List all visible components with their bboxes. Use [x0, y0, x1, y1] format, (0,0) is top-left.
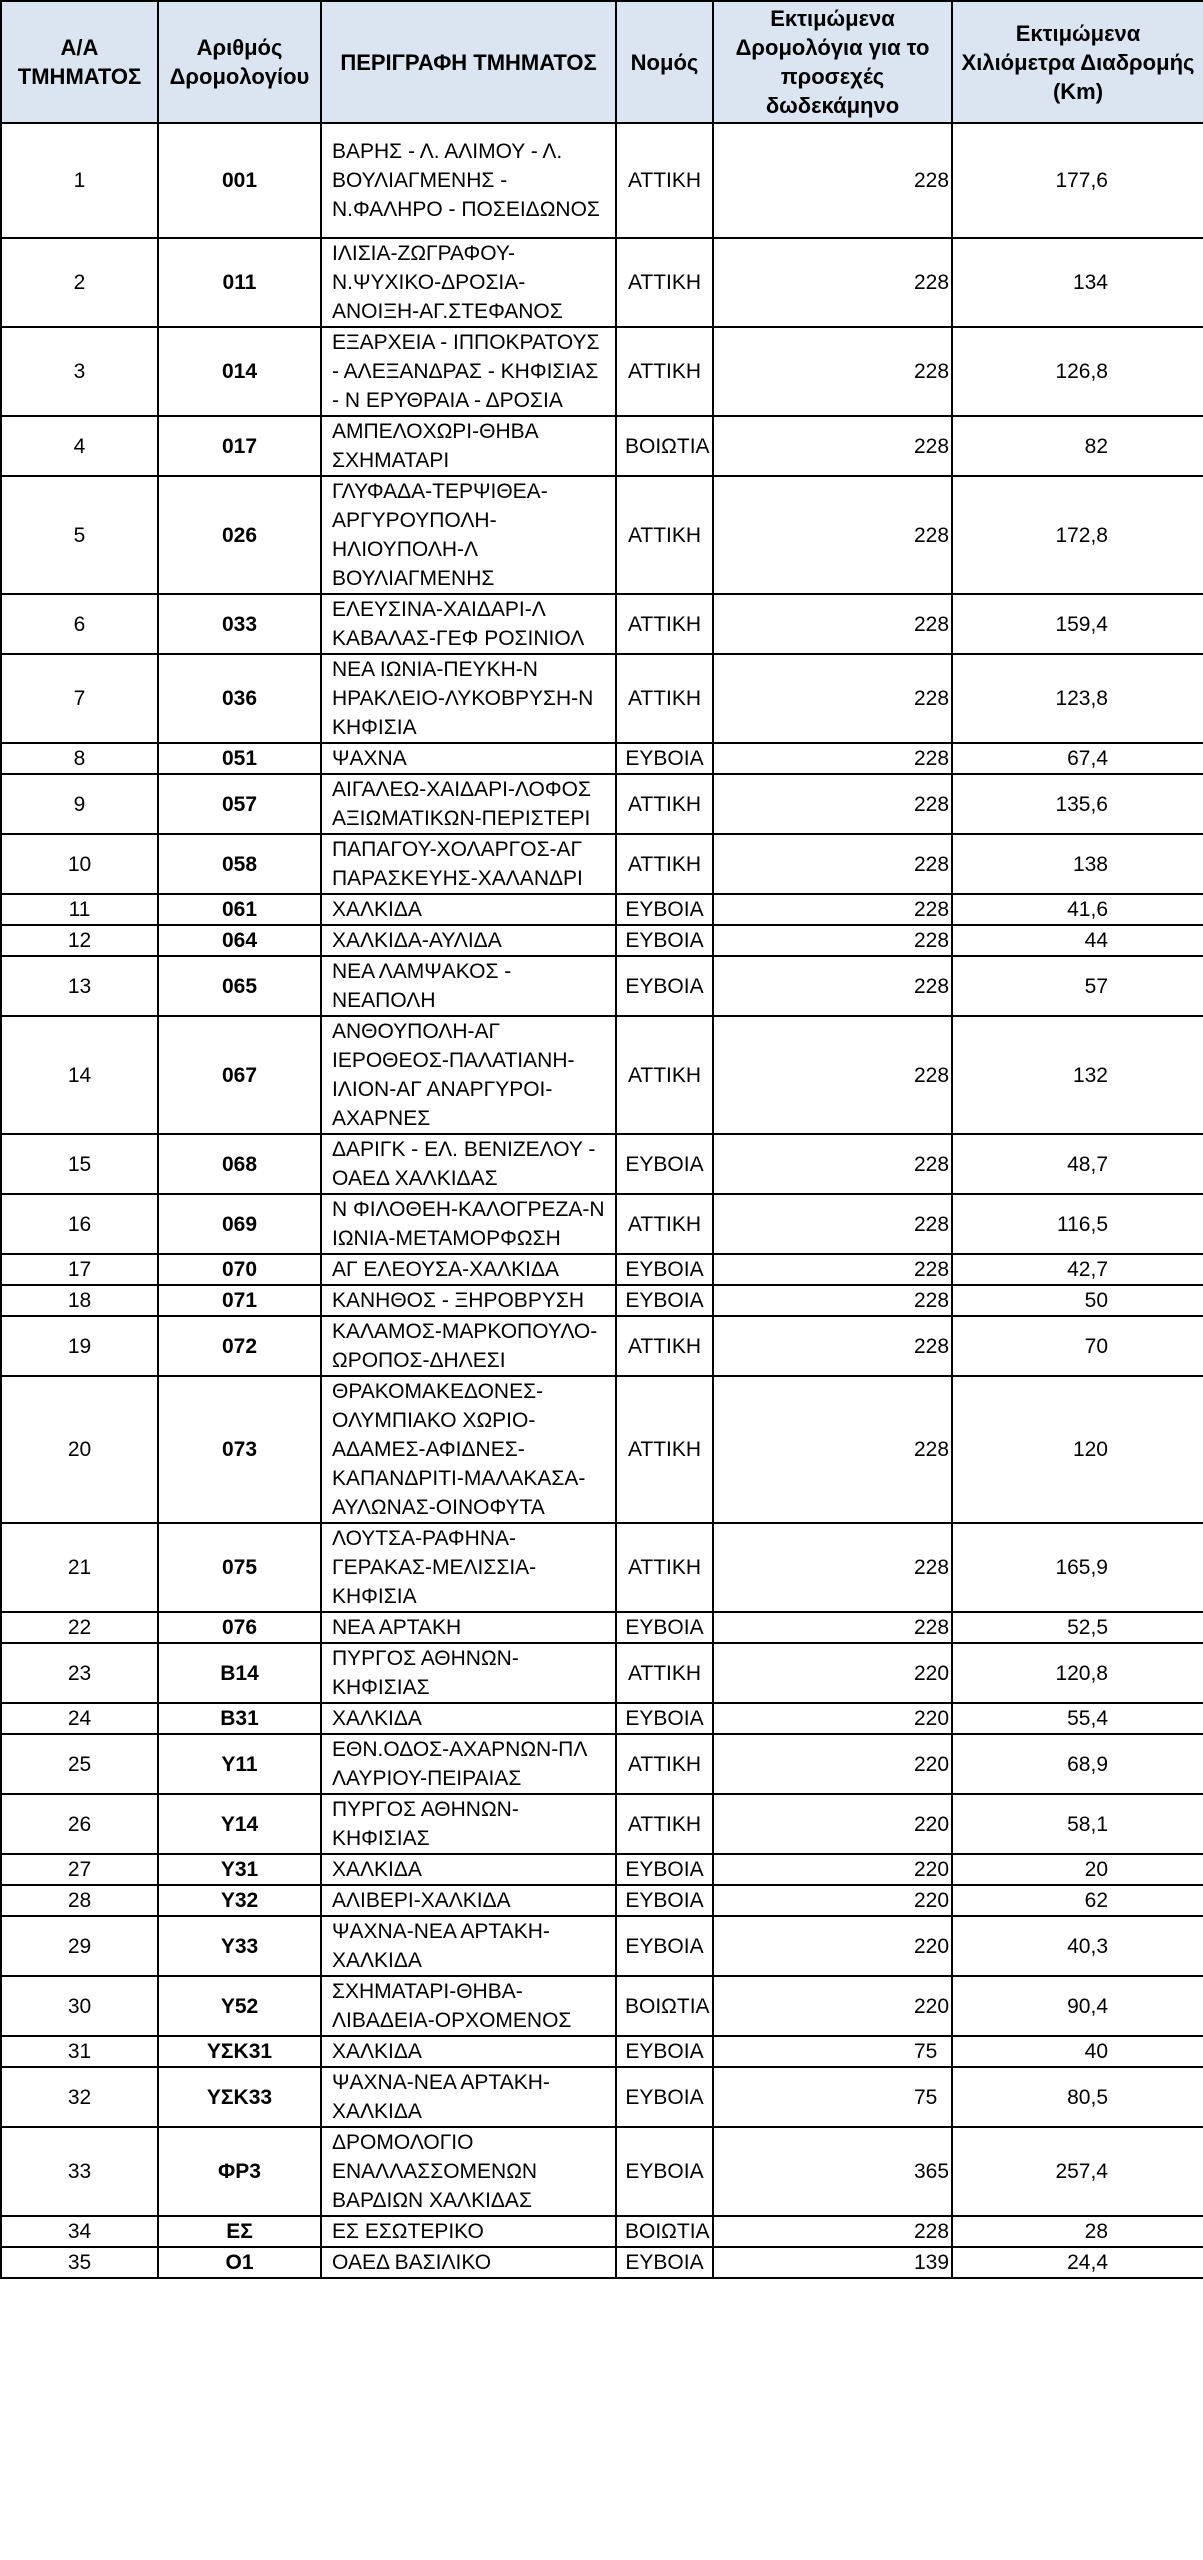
cell-estimated-km: 67,4 — [952, 743, 1203, 774]
cell-route-number: ΥΣΚ31 — [158, 2036, 321, 2067]
cell-description: ΚΑΝΗΘΟΣ - ΞΗΡΟΒΡΥΣΗ — [321, 1285, 616, 1316]
cell-estimated-routes: 228 — [713, 743, 952, 774]
cell-description: ΣΧΗΜΑΤΑΡΙ-ΘΗΒΑ-ΛΙΒΑΔΕΙΑ-ΟΡΧΟΜΕΝΟΣ — [321, 1976, 616, 2036]
cell-aa: 20 — [1, 1376, 158, 1523]
cell-estimated-routes: 228 — [713, 416, 952, 476]
header-description: ΠΕΡΙΓΡΑΦΗ ΤΜΗΜΑΤΟΣ — [321, 1, 616, 123]
cell-aa: 10 — [1, 834, 158, 894]
cell-aa: 23 — [1, 1643, 158, 1703]
table-row — [1, 1316, 1203, 1376]
cell-description: ΠΑΠΑΓΟΥ-ΧΟΛΑΡΓΟΣ-ΑΓ ΠΑΡΑΣΚΕΥΗΣ-ΧΑΛΑΝΔΡΙ — [321, 834, 616, 894]
table-row — [1, 894, 1203, 925]
cell-prefecture: ΑΤΤΙΚΗ — [616, 327, 713, 416]
cell-route-number: 075 — [158, 1523, 321, 1612]
cell-description: ΠΥΡΓΟΣ ΑΘΗΝΩΝ-ΚΗΦΙΣΙΑΣ — [321, 1794, 616, 1854]
cell-route-number: 069 — [158, 1194, 321, 1254]
cell-prefecture: ΕΥΒΟΙΑ — [616, 743, 713, 774]
table-row — [1, 956, 1203, 1016]
cell-description: ΕΣ ΕΣΩΤΕΡΙΚΟ — [321, 2216, 616, 2247]
cell-estimated-routes: 220 — [713, 1734, 952, 1794]
cell-description: ΕΛΕΥΣΙΝΑ-ΧΑΙΔΑΡΙ-Λ ΚΑΒΑΛΑΣ-ΓΕΦ ΡΟΣΙΝΙΟΛ — [321, 594, 616, 654]
cell-estimated-routes: 228 — [713, 1285, 952, 1316]
cell-prefecture: ΕΥΒΟΙΑ — [616, 1254, 713, 1285]
cell-prefecture: ΑΤΤΙΚΗ — [616, 654, 713, 743]
cell-route-number: Υ33 — [158, 1916, 321, 1976]
table-row — [1, 1285, 1203, 1316]
cell-route-number: 033 — [158, 594, 321, 654]
cell-description: ΚΑΛΑΜΟΣ-ΜΑΡΚΟΠΟΥΛΟ-ΩΡΟΠΟΣ-ΔΗΛΕΣΙ — [321, 1316, 616, 1376]
cell-estimated-km: 48,7 — [952, 1134, 1203, 1194]
table-row — [1, 925, 1203, 956]
cell-estimated-routes: 228 — [713, 834, 952, 894]
cell-estimated-routes: 228 — [713, 2216, 952, 2247]
cell-estimated-routes: 228 — [713, 925, 952, 956]
cell-route-number: 061 — [158, 894, 321, 925]
table-row — [1, 2067, 1203, 2127]
cell-prefecture: ΑΤΤΙΚΗ — [616, 1523, 713, 1612]
cell-aa: 8 — [1, 743, 158, 774]
cell-description: ΑΜΠΕΛΟΧΩΡΙ-ΘΗΒΑ ΣΧΗΜΑΤΑΡΙ — [321, 416, 616, 476]
cell-estimated-routes: 139 — [713, 2247, 952, 2278]
cell-route-number: 001 — [158, 123, 321, 238]
cell-prefecture: ΑΤΤΙΚΗ — [616, 1194, 713, 1254]
table-row — [1, 2216, 1203, 2247]
cell-estimated-km: 57 — [952, 956, 1203, 1016]
cell-estimated-km: 123,8 — [952, 654, 1203, 743]
cell-description: ΒΑΡΗΣ - Λ. ΑΛΙΜΟΥ - Λ. ΒΟΥΛΙΑΓΜΕΝΗΣ - Ν.ΦΑΛΗΡΟ - ΠΟΣΕΙΔΩΝΟΣ — [321, 123, 616, 238]
cell-prefecture: ΑΤΤΙΚΗ — [616, 476, 713, 594]
header-route-number: Αριθμός Δρομολογίου — [158, 1, 321, 123]
table-row — [1, 1254, 1203, 1285]
cell-route-number: ΕΣ — [158, 2216, 321, 2247]
cell-route-number: 073 — [158, 1376, 321, 1523]
cell-estimated-km: 40 — [952, 2036, 1203, 2067]
table-row — [1, 834, 1203, 894]
cell-description: ΧΑΛΚΙΔΑ — [321, 2036, 616, 2067]
cell-estimated-km: 257,4 — [952, 2127, 1203, 2216]
cell-prefecture: ΒΟΙΩΤΙΑ — [616, 416, 713, 476]
cell-aa: 26 — [1, 1794, 158, 1854]
cell-aa: 17 — [1, 1254, 158, 1285]
table-row — [1, 1643, 1203, 1703]
cell-aa: 13 — [1, 956, 158, 1016]
cell-aa: 34 — [1, 2216, 158, 2247]
cell-aa: 27 — [1, 1854, 158, 1885]
cell-prefecture: ΕΥΒΟΙΑ — [616, 925, 713, 956]
cell-route-number: ΥΣΚ33 — [158, 2067, 321, 2127]
cell-prefecture: ΑΤΤΙΚΗ — [616, 1316, 713, 1376]
cell-prefecture: ΕΥΒΟΙΑ — [616, 2127, 713, 2216]
cell-route-number: Υ32 — [158, 1885, 321, 1916]
cell-estimated-km: 52,5 — [952, 1612, 1203, 1643]
cell-aa: 7 — [1, 654, 158, 743]
cell-aa: 11 — [1, 894, 158, 925]
cell-estimated-km: 44 — [952, 925, 1203, 956]
cell-route-number: Υ31 — [158, 1854, 321, 1885]
cell-prefecture: ΕΥΒΟΙΑ — [616, 1854, 713, 1885]
cell-estimated-routes: 75 — [713, 2067, 952, 2127]
cell-prefecture: ΑΤΤΙΚΗ — [616, 1734, 713, 1794]
table-row — [1, 238, 1203, 327]
cell-description: ΟΑΕΔ ΒΑΣΙΛΙΚΟ — [321, 2247, 616, 2278]
cell-description: ΧΑΛΚΙΔΑ — [321, 1854, 616, 1885]
cell-aa: 31 — [1, 2036, 158, 2067]
cell-description: ΨΑΧΝΑ-ΝΕΑ ΑΡΤΑΚΗ-ΧΑΛΚΙΔΑ — [321, 1916, 616, 1976]
cell-estimated-km: 55,4 — [952, 1703, 1203, 1734]
cell-description: ΙΛΙΣΙΑ-ΖΩΓΡΑΦΟΥ-Ν.ΨΥΧΙΚΟ-ΔΡΟΣΙΑ-ΑΝΟΙΞΗ-ΑΓ.ΣΤΕΦΑΝΟΣ — [321, 238, 616, 327]
cell-estimated-km: 126,8 — [952, 327, 1203, 416]
cell-route-number: ΦΡ3 — [158, 2127, 321, 2216]
cell-estimated-routes: 228 — [713, 956, 952, 1016]
table-row — [1, 1885, 1203, 1916]
cell-prefecture: ΑΤΤΙΚΗ — [616, 594, 713, 654]
cell-aa: 18 — [1, 1285, 158, 1316]
cell-description: ΔΑΡΙΓΚ - ΕΛ. ΒΕΝΙΖΕΛΟΥ - ΟΑΕΔ ΧΑΛΚΙΔΑΣ — [321, 1134, 616, 1194]
cell-description: ΨΑΧΝΑ — [321, 743, 616, 774]
cell-aa: 25 — [1, 1734, 158, 1794]
cell-aa: 33 — [1, 2127, 158, 2216]
cell-route-number: 065 — [158, 956, 321, 1016]
cell-aa: 5 — [1, 476, 158, 594]
cell-route-number: 076 — [158, 1612, 321, 1643]
cell-estimated-routes: 228 — [713, 654, 952, 743]
header-aa: Α/Α ΤΜΗΜΑΤΟΣ — [1, 1, 158, 123]
cell-prefecture: ΑΤΤΙΚΗ — [616, 1794, 713, 1854]
header-prefecture: Νομός — [616, 1, 713, 123]
cell-description: ΑΛΙΒΕΡΙ-ΧΑΛΚΙΔΑ — [321, 1885, 616, 1916]
table-row — [1, 1194, 1203, 1254]
cell-description: ΝΕΑ ΛΑΜΨΑΚΟΣ - ΝΕΑΠΟΛΗ — [321, 956, 616, 1016]
cell-estimated-routes: 220 — [713, 1916, 952, 1976]
cell-estimated-routes: 220 — [713, 1794, 952, 1854]
cell-estimated-km: 62 — [952, 1885, 1203, 1916]
cell-prefecture: ΕΥΒΟΙΑ — [616, 2247, 713, 2278]
cell-estimated-km: 41,6 — [952, 894, 1203, 925]
cell-aa: 21 — [1, 1523, 158, 1612]
table-row — [1, 1854, 1203, 1885]
cell-estimated-routes: 220 — [713, 1885, 952, 1916]
table-row — [1, 1016, 1203, 1134]
cell-estimated-routes: 220 — [713, 1703, 952, 1734]
cell-aa: 6 — [1, 594, 158, 654]
cell-estimated-km: 172,8 — [952, 476, 1203, 594]
cell-estimated-routes: 228 — [713, 594, 952, 654]
cell-prefecture: ΕΥΒΟΙΑ — [616, 1134, 713, 1194]
cell-estimated-km: 58,1 — [952, 1794, 1203, 1854]
cell-description: ΧΑΛΚΙΔΑ — [321, 1703, 616, 1734]
cell-estimated-routes: 228 — [713, 1254, 952, 1285]
cell-estimated-routes: 228 — [713, 1612, 952, 1643]
cell-prefecture: ΑΤΤΙΚΗ — [616, 1643, 713, 1703]
cell-route-number: 026 — [158, 476, 321, 594]
table-row — [1, 327, 1203, 416]
table-row — [1, 416, 1203, 476]
cell-estimated-routes: 220 — [713, 1976, 952, 2036]
cell-aa: 24 — [1, 1703, 158, 1734]
cell-estimated-km: 68,9 — [952, 1734, 1203, 1794]
cell-estimated-routes: 228 — [713, 774, 952, 834]
cell-aa: 35 — [1, 2247, 158, 2278]
cell-aa: 29 — [1, 1916, 158, 1976]
cell-estimated-km: 138 — [952, 834, 1203, 894]
cell-route-number: Ο1 — [158, 2247, 321, 2278]
cell-estimated-routes: 228 — [713, 327, 952, 416]
cell-prefecture: ΕΥΒΟΙΑ — [616, 2067, 713, 2127]
cell-route-number: 068 — [158, 1134, 321, 1194]
cell-estimated-km: 50 — [952, 1285, 1203, 1316]
table-row — [1, 1976, 1203, 2036]
cell-route-number: 072 — [158, 1316, 321, 1376]
cell-route-number: Β14 — [158, 1643, 321, 1703]
cell-prefecture: ΕΥΒΟΙΑ — [616, 1885, 713, 1916]
cell-estimated-km: 177,6 — [952, 123, 1203, 238]
table-header-row — [1, 1, 1203, 123]
cell-description: ΓΛΥΦΑΔΑ-ΤΕΡΨΙΘΕΑ-ΑΡΓΥΡΟΥΠΟΛΗ-ΗΛΙΟΥΠΟΛΗ-Λ ΒΟΥΛΙΑΓΜΕΝΗΣ — [321, 476, 616, 594]
cell-route-number: 011 — [158, 238, 321, 327]
cell-description: ΨΑΧΝΑ-ΝΕΑ ΑΡΤΑΚΗ-ΧΑΛΚΙΔΑ — [321, 2067, 616, 2127]
table-row — [1, 1134, 1203, 1194]
table-row — [1, 1523, 1203, 1612]
cell-aa: 12 — [1, 925, 158, 956]
cell-prefecture: ΒΟΙΩΤΙΑ — [616, 2216, 713, 2247]
cell-estimated-km: 165,9 — [952, 1523, 1203, 1612]
cell-estimated-km: 40,3 — [952, 1916, 1203, 1976]
cell-estimated-km: 159,4 — [952, 594, 1203, 654]
cell-aa: 2 — [1, 238, 158, 327]
table-row — [1, 594, 1203, 654]
cell-route-number: 036 — [158, 654, 321, 743]
cell-description: ΠΥΡΓΟΣ ΑΘΗΝΩΝ-ΚΗΦΙΣΙΑΣ — [321, 1643, 616, 1703]
cell-description: ΑΙΓΑΛΕΩ-ΧΑΙΔΑΡΙ-ΛΟΦΟΣ ΑΞΙΩΜΑΤΙΚΩΝ-ΠΕΡΙΣΤΕΡΙ — [321, 774, 616, 834]
cell-description: ΧΑΛΚΙΔΑ — [321, 894, 616, 925]
cell-estimated-km: 90,4 — [952, 1976, 1203, 2036]
table-row — [1, 654, 1203, 743]
cell-estimated-km: 82 — [952, 416, 1203, 476]
cell-estimated-km: 116,5 — [952, 1194, 1203, 1254]
cell-estimated-km: 28 — [952, 2216, 1203, 2247]
table-row — [1, 2127, 1203, 2216]
cell-route-number: 057 — [158, 774, 321, 834]
cell-description: ΕΞΑΡΧΕΙΑ - ΙΠΠΟΚΡΑΤΟΥΣ - ΑΛΕΞΑΝΔΡΑΣ - ΚΗΦΙΣΙΑΣ - Ν ΕΡΥΘΡΑΙΑ - ΔΡΟΣΙΑ — [321, 327, 616, 416]
cell-aa: 1 — [1, 123, 158, 238]
cell-route-number: 071 — [158, 1285, 321, 1316]
cell-prefecture: ΕΥΒΟΙΑ — [616, 2036, 713, 2067]
cell-estimated-routes: 228 — [713, 1316, 952, 1376]
table-row — [1, 2247, 1203, 2278]
cell-estimated-km: 20 — [952, 1854, 1203, 1885]
table-row — [1, 476, 1203, 594]
cell-aa: 32 — [1, 2067, 158, 2127]
cell-prefecture: ΒΟΙΩΤΙΑ — [616, 1976, 713, 2036]
cell-estimated-km: 120,8 — [952, 1643, 1203, 1703]
table-row — [1, 1612, 1203, 1643]
header-estimated-km: Εκτιμώμενα Χιλιόμετρα Διαδρομής (Km) — [952, 1, 1203, 123]
cell-estimated-km: 80,5 — [952, 2067, 1203, 2127]
cell-aa: 15 — [1, 1134, 158, 1194]
cell-estimated-routes: 228 — [713, 1523, 952, 1612]
table-row — [1, 1703, 1203, 1734]
cell-estimated-km: 24,4 — [952, 2247, 1203, 2278]
cell-estimated-routes: 220 — [713, 1854, 952, 1885]
cell-prefecture: ΑΤΤΙΚΗ — [616, 1016, 713, 1134]
cell-estimated-km: 42,7 — [952, 1254, 1203, 1285]
table-row — [1, 2036, 1203, 2067]
cell-prefecture: ΕΥΒΟΙΑ — [616, 894, 713, 925]
cell-description: ΝΕΑ ΑΡΤΑΚΗ — [321, 1612, 616, 1643]
cell-aa: 19 — [1, 1316, 158, 1376]
cell-aa: 28 — [1, 1885, 158, 1916]
cell-prefecture: ΑΤΤΙΚΗ — [616, 774, 713, 834]
cell-estimated-km: 134 — [952, 238, 1203, 327]
cell-description: ΔΡΟΜΟΛΟΓΙΟ ΕΝΑΛΛΑΣΣΟΜΕΝΩΝ ΒΑΡΔΙΩΝ ΧΑΛΚΙΔΑΣ — [321, 2127, 616, 2216]
cell-aa: 14 — [1, 1016, 158, 1134]
cell-prefecture: ΕΥΒΟΙΑ — [616, 1916, 713, 1976]
cell-estimated-km: 120 — [952, 1376, 1203, 1523]
cell-estimated-routes: 228 — [713, 894, 952, 925]
cell-description: ΛΟΥΤΣΑ-ΡΑΦΗΝΑ-ΓΕΡΑΚΑΣ-ΜΕΛΙΣΣΙΑ-ΚΗΦΙΣΙΑ — [321, 1523, 616, 1612]
cell-aa: 30 — [1, 1976, 158, 2036]
cell-aa: 16 — [1, 1194, 158, 1254]
table-row — [1, 1376, 1203, 1523]
cell-route-number: Β31 — [158, 1703, 321, 1734]
cell-prefecture: ΕΥΒΟΙΑ — [616, 1612, 713, 1643]
cell-estimated-routes: 228 — [713, 1016, 952, 1134]
cell-description: Ν ΦΙΛΟΘΕΗ-ΚΑΛΟΓΡΕΖΑ-Ν ΙΩΝΙΑ-ΜΕΤΑΜΟΡΦΩΣΗ — [321, 1194, 616, 1254]
cell-prefecture: ΑΤΤΙΚΗ — [616, 238, 713, 327]
cell-estimated-routes: 220 — [713, 1643, 952, 1703]
cell-route-number: 017 — [158, 416, 321, 476]
cell-description: ΝΕΑ ΙΩΝΙΑ-ΠΕΥΚΗ-Ν ΗΡΑΚΛΕΙΟ-ΛΥΚΟΒΡΥΣΗ-Ν ΚΗΦΙΣΙΑ — [321, 654, 616, 743]
table-row — [1, 123, 1203, 238]
header-estimated-routes: Εκτιμώμενα Δρομολόγια για το προσεχές δωδεκάμηνο — [713, 1, 952, 123]
cell-prefecture: ΕΥΒΟΙΑ — [616, 1703, 713, 1734]
cell-description: ΕΘΝ.ΟΔΟΣ-ΑΧΑΡΝΩΝ-ΠΛ ΛΑΥΡΙΟΥ-ΠΕΙΡΑΙΑΣ — [321, 1734, 616, 1794]
cell-aa: 3 — [1, 327, 158, 416]
cell-estimated-routes: 228 — [713, 1194, 952, 1254]
cell-description: ΑΝΘΟΥΠΟΛΗ-ΑΓ ΙΕΡΟΘΕΟΣ-ΠΑΛΑΤΙΑΝΗ-ΙΛΙΟΝ-ΑΓ ΑΝΑΡΓΥΡΟΙ-ΑΧΑΡΝΕΣ — [321, 1016, 616, 1134]
cell-aa: 22 — [1, 1612, 158, 1643]
cell-estimated-routes: 228 — [713, 1134, 952, 1194]
cell-estimated-km: 132 — [952, 1016, 1203, 1134]
cell-description: ΘΡΑΚΟΜΑΚΕΔΟΝΕΣ-ΟΛΥΜΠΙΑΚΟ ΧΩΡΙΟ-ΑΔΑΜΕΣ-ΑΦΙΔΝΕΣ-ΚΑΠΑΝΔΡΙΤΙ-ΜΑΛΑΚΑΣΑ-ΑΥΛΩΝΑΣ-ΟΙΝΟΦΥΤΑ — [321, 1376, 616, 1523]
cell-description: ΑΓ ΕΛΕΟΥΣΑ-ΧΑΛΚΙΔΑ — [321, 1254, 616, 1285]
cell-route-number: Υ14 — [158, 1794, 321, 1854]
cell-estimated-routes: 228 — [713, 123, 952, 238]
cell-aa: 9 — [1, 774, 158, 834]
cell-route-number: 014 — [158, 327, 321, 416]
table-row — [1, 1734, 1203, 1794]
cell-estimated-routes: 365 — [713, 2127, 952, 2216]
cell-estimated-routes: 75 — [713, 2036, 952, 2067]
cell-route-number: 064 — [158, 925, 321, 956]
cell-prefecture: ΑΤΤΙΚΗ — [616, 834, 713, 894]
cell-prefecture: ΑΤΤΙΚΗ — [616, 1376, 713, 1523]
cell-estimated-routes: 228 — [713, 1376, 952, 1523]
cell-description: ΧΑΛΚΙΔΑ-ΑΥΛΙΔΑ — [321, 925, 616, 956]
table-row — [1, 1916, 1203, 1976]
cell-route-number: Υ52 — [158, 1976, 321, 2036]
table-row — [1, 743, 1203, 774]
cell-route-number: 058 — [158, 834, 321, 894]
cell-route-number: Υ11 — [158, 1734, 321, 1794]
cell-estimated-routes: 228 — [713, 476, 952, 594]
cell-prefecture: ΕΥΒΟΙΑ — [616, 956, 713, 1016]
table-row — [1, 774, 1203, 834]
cell-aa: 4 — [1, 416, 158, 476]
cell-route-number: 051 — [158, 743, 321, 774]
cell-estimated-km: 70 — [952, 1316, 1203, 1376]
cell-route-number: 070 — [158, 1254, 321, 1285]
cell-prefecture: ΑΤΤΙΚΗ — [616, 123, 713, 238]
cell-route-number: 067 — [158, 1016, 321, 1134]
cell-prefecture: ΕΥΒΟΙΑ — [616, 1285, 713, 1316]
table-row — [1, 1794, 1203, 1854]
cell-estimated-km: 135,6 — [952, 774, 1203, 834]
cell-estimated-routes: 228 — [713, 238, 952, 327]
